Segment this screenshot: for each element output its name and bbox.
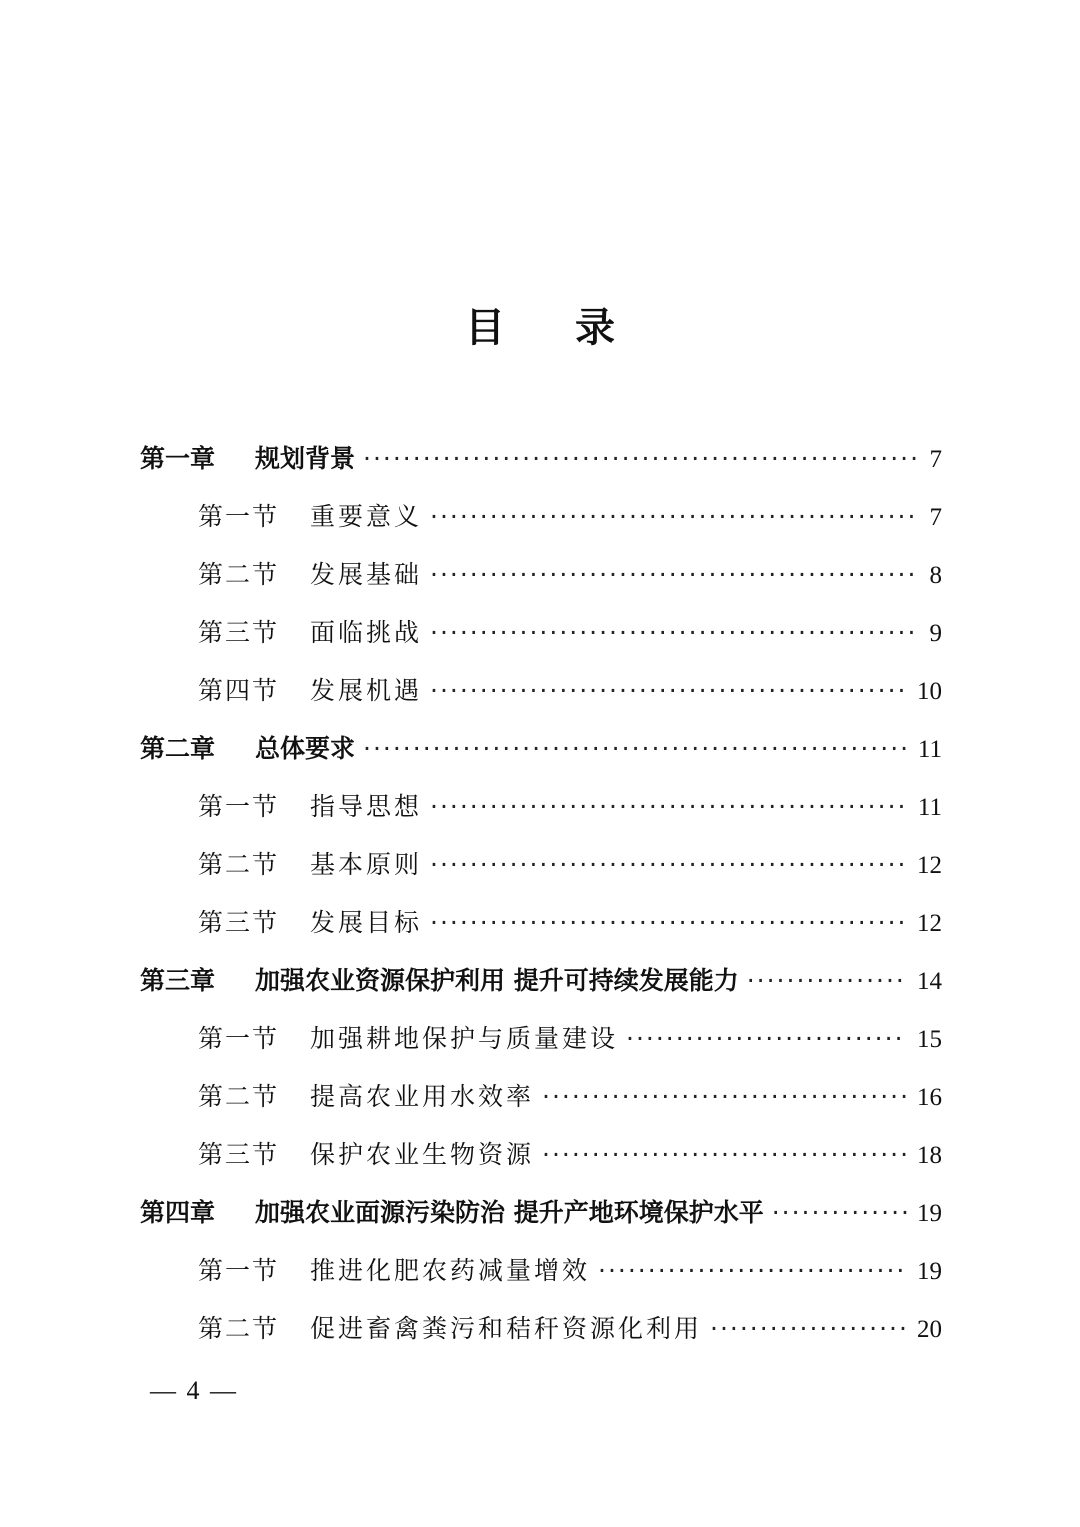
toc-section-row [140,488,942,546]
toc-page-number: 12 [917,910,942,937]
toc-section-row [140,894,942,952]
dot-leader [363,720,908,778]
toc-section-title: 重要意义 [310,502,423,531]
table-of-contents [140,430,942,1358]
toc-section-number: 第一节 [198,1256,280,1285]
toc-section-row [140,662,942,720]
toc-section-number: 第三节 [198,1140,280,1169]
toc-section-number: 第二节 [198,560,280,589]
toc-chapter-row [140,952,942,1010]
page-number-footer: — 4 — [150,1376,238,1405]
toc-chapter-title: 总体要求 [255,734,356,763]
toc-section-row [140,836,942,894]
dot-leader [747,952,907,1010]
toc-section-title: 发展机遇 [310,676,423,705]
toc-page-number: 15 [917,1026,942,1053]
toc-section-number: 第一节 [198,792,280,821]
toc-page-number: 11 [917,794,942,821]
toc-page-number: 20 [917,1316,942,1343]
toc-section-row [140,1300,942,1358]
toc-section-title: 加强耕地保护与质量建设 [310,1024,619,1053]
toc-page-number: 8 [929,562,942,589]
title-char-1: 目 [465,305,505,351]
toc-section-number: 第一节 [198,1024,280,1053]
toc-chapter-number: 第三章 [140,966,216,995]
toc-section-title: 基本原则 [310,850,423,879]
toc-page-number: 18 [917,1142,942,1169]
toc-section-title: 保护农业生物资源 [310,1140,535,1169]
dot-leader [430,662,907,720]
toc-chapter-number: 第二章 [140,734,216,763]
toc-section-row [140,778,942,836]
toc-section-row [140,1242,942,1300]
toc-section-number: 第三节 [198,908,280,937]
dot-leader [626,1010,907,1068]
toc-page-number: 19 [917,1258,942,1285]
dot-leader [598,1242,907,1300]
dot-leader [430,836,907,894]
toc-chapter-title: 加强农业面源污染防治 提升产地环境保护水平 [255,1198,764,1227]
toc-page-number: 14 [917,968,942,995]
dot-leader [772,1184,907,1242]
dot-leader [430,778,908,836]
page-title [0,296,1080,353]
toc-page-number: 16 [917,1084,942,1111]
toc-chapter-title: 规划背景 [255,444,356,473]
toc-section-number: 第二节 [198,850,280,879]
dot-leader [710,1300,907,1358]
toc-page-number: 11 [917,736,942,763]
toc-page-number: 7 [929,446,942,473]
dot-leader [430,894,907,952]
toc-section-number: 第三节 [198,618,280,647]
toc-section-title: 指导思想 [310,792,423,821]
toc-page-number: 7 [929,504,942,531]
toc-page-number: 12 [917,852,942,879]
toc-section-number: 第一节 [198,502,280,531]
toc-section-number: 第二节 [198,1082,280,1111]
dot-leader [542,1126,907,1184]
toc-section-row [140,1068,942,1126]
toc-chapter-row [140,430,942,488]
dot-leader [542,1068,907,1126]
toc-chapter-row [140,720,942,778]
toc-chapter-number: 第一章 [140,444,216,473]
toc-section-title: 发展基础 [310,560,423,589]
dot-leader [363,430,918,488]
dot-leader [430,604,918,662]
toc-page-number: 10 [917,678,942,705]
dot-leader [430,488,918,546]
toc-section-number: 第二节 [198,1314,280,1343]
toc-section-title: 提高农业用水效率 [310,1082,535,1111]
dot-leader [430,546,918,604]
toc-section-row [140,1126,942,1184]
toc-chapter-row [140,1184,942,1242]
toc-section-title: 发展目标 [310,908,423,937]
toc-section-number: 第四节 [198,676,280,705]
toc-section-title: 面临挑战 [310,618,423,647]
title-char-2: 录 [575,305,615,351]
toc-section-title: 推进化肥农药减量增效 [310,1256,591,1285]
toc-chapter-number: 第四章 [140,1198,216,1227]
toc-page-number: 9 [929,620,942,647]
toc-page-number: 19 [917,1200,942,1227]
toc-section-row [140,546,942,604]
toc-chapter-title: 加强农业资源保护利用 提升可持续发展能力 [255,966,739,995]
toc-section-title: 促进畜禽粪污和秸秆资源化利用 [310,1314,703,1343]
toc-section-row [140,604,942,662]
toc-section-row [140,1010,942,1068]
